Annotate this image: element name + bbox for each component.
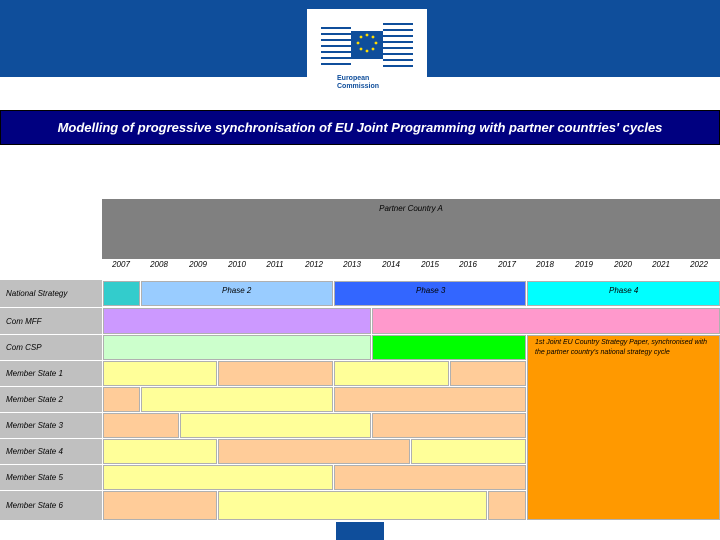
year-label: 2015 bbox=[421, 260, 439, 269]
logo-line-1: European bbox=[337, 75, 370, 82]
year-label: 2022 bbox=[690, 260, 708, 269]
com-mff-bar-1 bbox=[103, 308, 371, 334]
row-label-member-state-5: Member State 5 bbox=[0, 464, 102, 490]
row-label-com-csp: Com CSP bbox=[0, 334, 102, 360]
member-state-1-bar bbox=[334, 361, 449, 386]
year-label: 2011 bbox=[266, 260, 284, 269]
member-state-1-bar bbox=[450, 361, 526, 386]
year-label: 2020 bbox=[614, 260, 632, 269]
berlaymont-building-icon bbox=[317, 19, 417, 71]
member-state-1-bar bbox=[218, 361, 333, 386]
row-label-member-state-2: Member State 2 bbox=[0, 386, 102, 412]
member-state-2-bar bbox=[334, 387, 526, 412]
year-label: 2012 bbox=[305, 260, 323, 269]
logo-line-2: Commission bbox=[337, 83, 380, 90]
member-state-5-bar bbox=[103, 465, 333, 490]
national-strategy-phase-1-bar bbox=[103, 281, 140, 306]
row-label-member-state-1: Member State 1 bbox=[0, 360, 102, 386]
phase-4-label: Phase 4 bbox=[609, 286, 639, 295]
member-state-6-bar bbox=[488, 491, 526, 520]
member-state-6-bar bbox=[218, 491, 487, 520]
member-state-4-bar bbox=[411, 439, 526, 464]
member-state-3-bar bbox=[180, 413, 371, 438]
member-state-4-bar bbox=[103, 439, 217, 464]
year-label: 2010 bbox=[228, 260, 246, 269]
phase-2-label: Phase 2 bbox=[222, 286, 252, 295]
member-state-2-bar bbox=[141, 387, 333, 412]
year-label: 2018 bbox=[536, 260, 554, 269]
year-label: 2014 bbox=[382, 260, 400, 269]
slide-title: Modelling of progressive synchronisation of EU Joint Programming with partner countries' cycles bbox=[0, 110, 720, 145]
com-mff-bar-2 bbox=[372, 308, 720, 334]
year-label: 2008 bbox=[150, 260, 168, 269]
com-csp-bar-1 bbox=[103, 335, 371, 360]
com-csp-bar-2 bbox=[372, 335, 526, 360]
member-state-5-bar bbox=[334, 465, 526, 490]
european-commission-logo bbox=[307, 9, 427, 100]
member-state-1-bar bbox=[103, 361, 217, 386]
year-label: 2021 bbox=[652, 260, 670, 269]
year-label: 2013 bbox=[343, 260, 361, 269]
footer-tab bbox=[336, 522, 384, 540]
row-label-member-state-3: Member State 3 bbox=[0, 412, 102, 438]
row-label-com-mff: Com MFF bbox=[0, 307, 102, 334]
year-label: 2007 bbox=[112, 260, 130, 269]
row-label-national-strategy: National Strategy bbox=[0, 279, 102, 307]
member-state-6-bar bbox=[103, 491, 217, 520]
joint-strategy-note: 1st Joint EU Country Strategy Paper, synchronised with the partner country's national strategy cycle bbox=[535, 339, 707, 356]
member-state-3-bar bbox=[372, 413, 526, 438]
joint-country-strategy-block bbox=[527, 335, 720, 520]
country-label: Partner Country A bbox=[379, 204, 443, 213]
logo-wordmark bbox=[337, 75, 379, 91]
row-label-member-state-4: Member State 4 bbox=[0, 438, 102, 464]
year-label: 2016 bbox=[459, 260, 477, 269]
phase-3-label: Phase 3 bbox=[416, 286, 446, 295]
row-label-member-state-6: Member State 6 bbox=[0, 490, 102, 520]
member-state-2-bar bbox=[103, 387, 140, 412]
year-label: 2009 bbox=[189, 260, 207, 269]
year-label: 2017 bbox=[498, 260, 516, 269]
country-header bbox=[102, 199, 720, 259]
year-label: 2019 bbox=[575, 260, 593, 269]
member-state-4-bar bbox=[218, 439, 410, 464]
member-state-3-bar bbox=[103, 413, 179, 438]
